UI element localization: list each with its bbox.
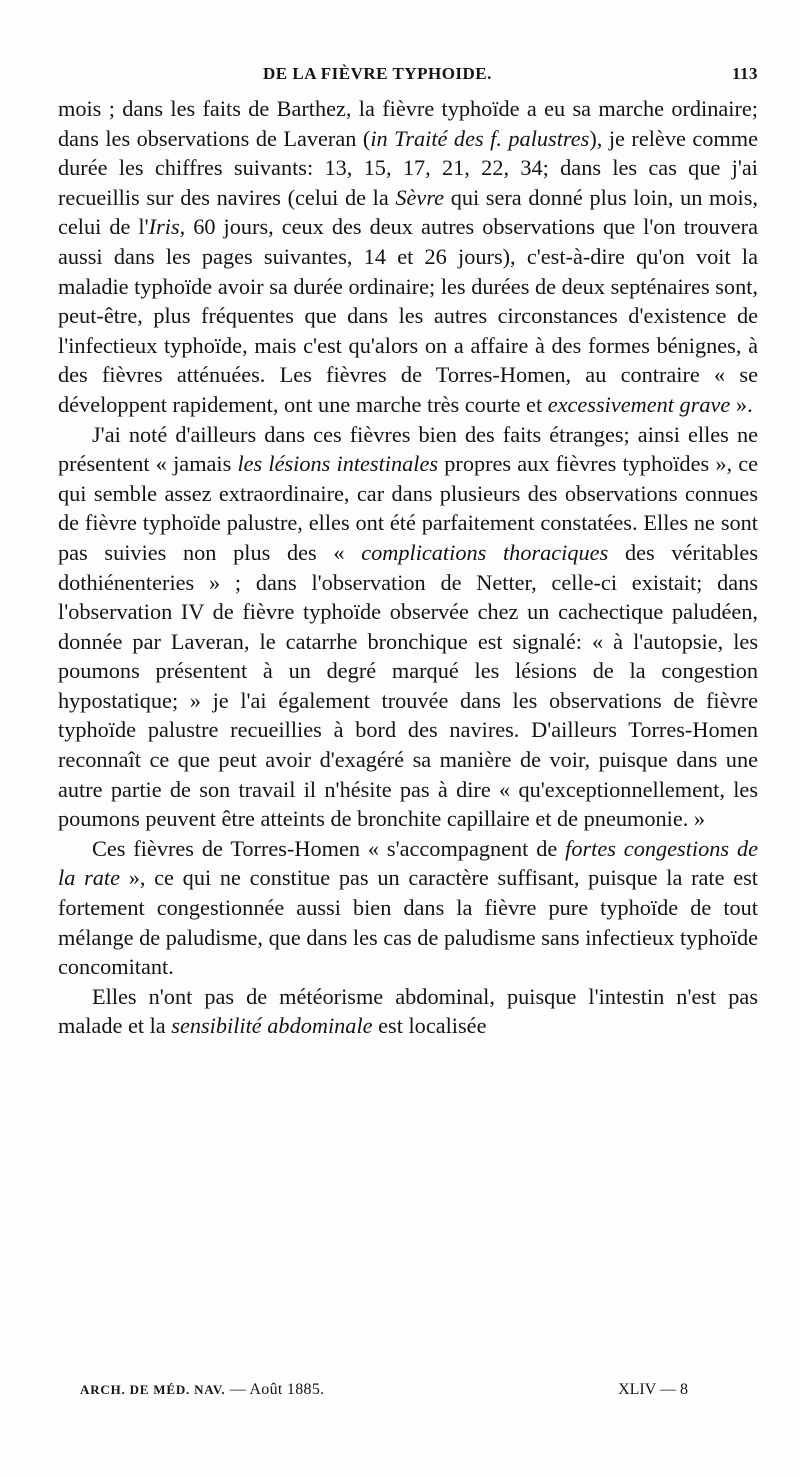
running-title: DE LA FIÈVRE TYPHOIDE.	[263, 64, 492, 83]
italic-run: sensibilité abdominale	[171, 1013, 373, 1039]
body-text	[58, 94, 758, 1041]
journal-abbrev: ARCH. DE MÉD. NAV.	[80, 1382, 226, 1397]
italic-run: complications thoraciques	[361, 539, 609, 565]
paragraph-2	[58, 420, 758, 834]
text-run: des véritables dothiénenteries » ; dans l'observation de Netter, celle-ci existait; dans l'observation IV de fièvre typhoïde observée chez un cachectique paludéen, donnée par Laveran, le catarrhe bronchique est signalé: « à l'autopsie, les poumons présentent à un degré marqué les lésions de la congestion hypostatique; » je l'ai également trouvée dans les observations de fièvre typhoïde palustre recueillies à bord des navires. D'ailleurs Torres-Homen reconnaît ce que peut avoir d'exagéré sa manière de voir, puisque dans une autre partie de son travail il n'hésite pas à dire « qu'exceptionnellement, les poumons peuvent être atteints de bronchite capillaire et de pneumonie. »	[58, 539, 759, 832]
page	[58, 60, 758, 1041]
text-run: propres aux fièvres typhoïdes », ce qui semble assez extraordinaire, car dans plusieurs des observations connues de fièvre typhoïde palustre, elles ont été parfaitement constatées. Elles ne sont pas suivies non plus des «	[58, 451, 758, 565]
page-number: 113	[731, 64, 758, 83]
footer-source	[80, 1381, 324, 1398]
footer-dash: —	[225, 1381, 250, 1398]
italic-run: in Traité des f. palustres	[370, 125, 590, 151]
signature-mark: XLIV — 8	[618, 1381, 688, 1398]
page-footer	[80, 1381, 688, 1399]
text-run: est localisée	[372, 1013, 487, 1039]
running-head	[58, 60, 758, 90]
text-run: , 60 jours, ceux des deux autres observations que l'on trouvera aussi dans les pages suivantes, 14 et 26 jours), c'est-à-dire qu'on voit la maladie typhoïde avoir sa durée ordinaire; les durées de deux septénaires sont, peut-être, plus fréquentes que dans les autres circonstances d'existence de l'infectieux typhoïde, mais c'est qu'alors on a affaire à des formes bénignes, à des fièvres atténuées. Les fièvres de Torres-Homen, au contraire « se développent rapidement, ont une marche très courte et	[58, 214, 758, 417]
italic-run: Iris	[148, 214, 180, 240]
paragraph-1	[58, 94, 758, 420]
footer-date: Août 1885.	[249, 1381, 325, 1398]
italic-run: les lésions intestinales	[237, 451, 439, 477]
italic-run: fortes congestions de la rate	[58, 835, 758, 891]
italic-run: Sèvre	[395, 184, 445, 210]
text-run: qui sera donné plus loin, un mois, celui de l'	[58, 184, 758, 240]
text-run: », ce qui ne constitue pas un caractère suffisant, puisque la rate est fortement congestionnée aussi bien dans la fièvre pure typhoïde de tout mélange de paludisme, que dans les cas de paludisme sans infectieux typhoïde concomitant.	[58, 865, 758, 980]
paragraph-4	[58, 982, 758, 1041]
paragraph-3	[58, 834, 758, 982]
text-run: J'ai noté d'ailleurs dans ces fièvres bien des faits étranges; ainsi elles ne présentent « jamais	[58, 421, 758, 477]
text-run: Ces fièvres de Torres-Homen « s'accompagnent de	[92, 835, 566, 861]
text-run: mois ; dans les faits de Barthez, la fièvre typhoïde a eu sa marche ordinaire; dans les observations de Laveran (	[58, 96, 758, 151]
text-run: ».	[730, 391, 753, 417]
text-run: ), je relève comme durée les chiffres suivants: 13, 15, 17, 21, 22, 34; dans les cas que j'ai recueillis sur des navires (celui de la	[58, 125, 758, 210]
italic-run: excessivement grave	[547, 391, 731, 417]
text-run: Elles n'ont pas de météorisme abdominal, puisque l'intestin n'est pas malade et la	[58, 983, 758, 1039]
